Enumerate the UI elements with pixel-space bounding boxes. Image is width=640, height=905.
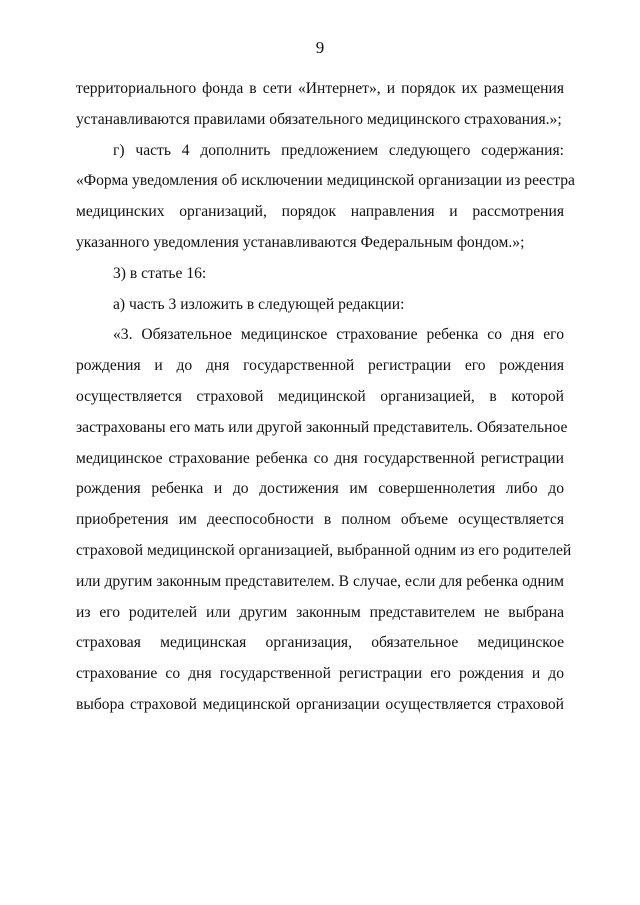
text-line: выбора страховой медицинской организации осуществляется страховой — [76, 695, 564, 713]
text-line: территориального фонда в сети «Интернет», и порядок их размещения — [76, 80, 564, 97]
text-line: 3) в статье 16: — [113, 264, 207, 282]
text-line: рождения и до дня государственной регистрации его рождения — [76, 357, 564, 375]
text-line: «Форма уведомления об исключении медицинской организации из реестра — [76, 172, 575, 190]
text-line: страховой медицинской организацией, выбранной одним из его родителей — [76, 541, 572, 559]
text-line: осуществляется страховой медицинской организацией, в которой — [76, 387, 564, 405]
page-number: 9 — [315, 38, 325, 57]
document-body — [76, 74, 575, 721]
text-line: медицинских организаций, порядок направления и рассмотрения — [76, 203, 564, 221]
text-line: или другим законным представителем. В случае, если для ребенка одним — [76, 572, 564, 590]
text-line: рождения ребенка и до достижения им совершеннолетия либо до — [76, 480, 564, 498]
text-line: из его родителей или другим законным представителем не выбрана — [76, 603, 564, 621]
text-line: приобретения им дееспособности в полном объеме осуществляется — [76, 511, 564, 529]
text-line: г) часть 4 дополнить предложением следующего содержания: — [113, 141, 564, 159]
text-line: указанного уведомления устанавливаются Федеральным фондом.»; — [76, 233, 525, 251]
text-line: застрахованы его мать или другой законный представитель. Обязательное — [76, 418, 568, 436]
text-line: медицинское страхование ребенка со дня государственной регистрации — [76, 449, 564, 467]
text-line: устанавливаются правилами обязательного медицинского страхования.»; — [76, 110, 562, 128]
text-line: «3. Обязательное медицинское страхование ребенка со дня его — [113, 326, 564, 344]
text-line: а) часть 3 изложить в следующей редакции: — [113, 295, 405, 313]
text-line: страхование со дня государственной регистрации его рождения и до — [76, 665, 564, 683]
text-line: страховая медицинская организация, обязательное медицинское — [76, 634, 564, 652]
